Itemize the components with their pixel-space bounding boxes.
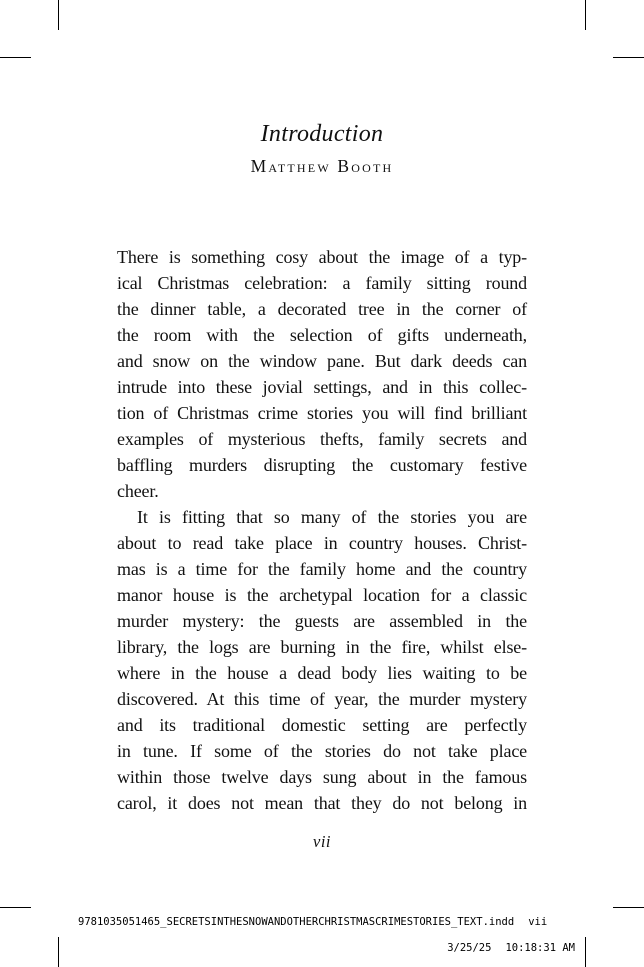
body-text-line: tion of Christmas crime stories you will find brilliant: [117, 403, 527, 423]
slug-time: 10:18:31 AM: [505, 942, 575, 954]
body-text-line: the room with the selection of gifts underneath,: [117, 325, 527, 345]
author-name: Matthew Booth: [250, 156, 394, 176]
body-text-line: examples of mysterious thefts, family secrets and: [117, 429, 527, 449]
body-text-line: within those twelve days sung about in the famous: [117, 767, 527, 787]
crop-mark-bottom-left-horizontal: [0, 907, 31, 908]
body-text-line: murder mystery: the guests are assembled in the: [117, 611, 527, 631]
body-text-line: carol, it does not mean that they do not belong in: [117, 793, 527, 813]
slug-date: 3/25/25: [447, 942, 492, 954]
chapter-title: Introduction: [260, 121, 384, 147]
body-text-line: in tune. If some of the stories do not take place: [117, 741, 527, 761]
body-text-line: and its traditional domestic setting are perfectly: [117, 715, 527, 735]
folio-page-number: vii: [313, 832, 331, 851]
crop-mark-top-left-vertical: [58, 0, 59, 30]
slug-datetime: [0, 941, 575, 955]
body-text: [117, 244, 527, 816]
body-text-line: It is fitting that so many of the stories you are: [137, 507, 527, 527]
body-text-line: mas is a time for the family home and the country: [117, 559, 527, 579]
body-text-line: baffling murders disrupting the customary festive: [117, 455, 527, 475]
body-text-line: where in the house a dead body lies waiting to be: [117, 663, 527, 683]
body-text-line: cheer.: [117, 481, 159, 501]
slug-filename: 9781035051465_SECRETSINTHESNOWANDOTHERCHRISTMASCRIMESTORIES_TEXT.indd: [78, 916, 515, 928]
slug-line: [78, 915, 547, 929]
body-text-line: There is something cosy about the image of a typ-: [117, 247, 527, 267]
crop-mark-bottom-right-vertical: [585, 937, 586, 967]
crop-mark-bottom-right-horizontal: [613, 907, 644, 908]
body-text-line: about to read take place in country houses. Christ-: [117, 533, 527, 553]
crop-mark-top-right-vertical: [585, 0, 586, 30]
body-text-line: manor house is the archetypal location for a classic: [117, 585, 527, 605]
crop-mark-top-left-horizontal: [0, 57, 31, 58]
crop-mark-top-right-horizontal: [613, 57, 644, 58]
slug-folio: vii: [528, 916, 548, 928]
body-text-line: library, the logs are burning in the fire, whilst else-: [117, 637, 527, 657]
body-text-line: intrude into these jovial settings, and in this collec-: [117, 377, 527, 397]
body-text-line: and snow on the window pane. But dark deeds can: [117, 351, 527, 371]
body-text-line: discovered. At this time of year, the murder mystery: [117, 689, 527, 709]
body-text-line: the dinner table, a decorated tree in the corner of: [117, 299, 527, 319]
body-text-line: ical Christmas celebration: a family sitting round: [117, 273, 527, 293]
